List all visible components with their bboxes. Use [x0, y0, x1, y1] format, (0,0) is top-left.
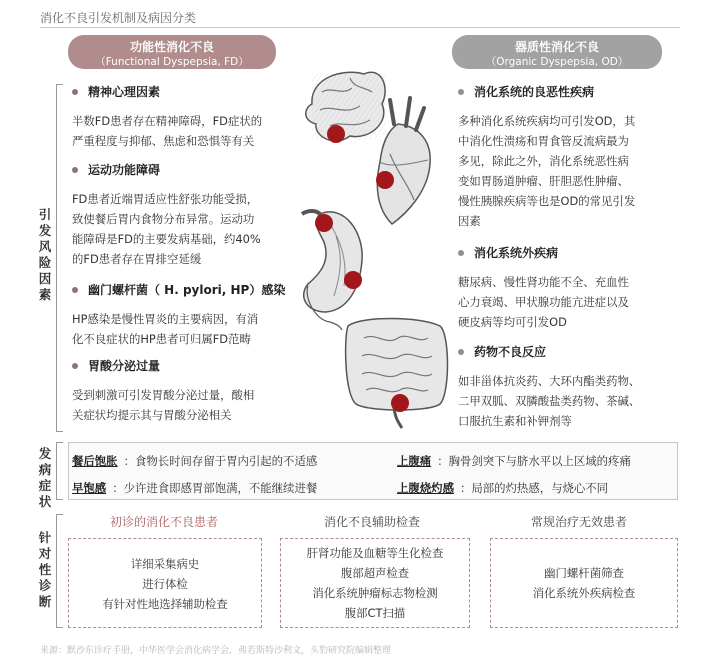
od-item-heading: 消化系统的良恶性疾病	[458, 84, 594, 100]
diagnosis-bracket	[56, 514, 63, 628]
bullet-dot-icon	[458, 89, 464, 95]
intestine-icon	[346, 319, 448, 429]
fd-item-heading: 精神心理因素	[72, 84, 160, 100]
title-divider	[40, 27, 680, 28]
fd-item-text: 受到刺激可引发胃酸分泌过量，酸相 关症状均提示其与胃酸分泌相关	[72, 388, 255, 422]
bullet-dot-icon	[72, 89, 78, 95]
diagnosis-box: 详细采集病史 进行体检 有针对性地选择辅助检查	[68, 538, 262, 628]
marker-dot-icon	[327, 125, 345, 143]
od-header-title: 器质性消化不良	[514, 40, 599, 54]
symptom-item: 上腹痛 ：胸骨剑突下与脐水平以上区域的疼痛	[397, 454, 631, 468]
source-note: 来源：默沙东诊疗手册，中华医学会消化病学会，弗若斯特沙利文，头豹研究院编辑整理	[40, 646, 392, 656]
fd-item-text: HP感染是慢性胃炎的主要病因，有消 化不良症状的HP患者可归属FD范畴	[72, 312, 259, 346]
organs-illustration	[290, 64, 452, 432]
symptom-bracket	[56, 442, 63, 500]
fd-header	[68, 35, 276, 69]
od-item-heading: 消化系统外疾病	[458, 245, 558, 261]
od-item-heading: 药物不良反应	[458, 344, 546, 360]
od-header-subtitle: （Organic Dyspepsia, OD）	[485, 56, 629, 68]
od-item-text: 多种消化系统疾病均可引发OD，其 中消化性溃疡和胃食管反流病最为 多见，除此之外，消化系统恶性病 变如胃肠道肿瘤、肝胆恶性肿瘤、 慢性胰腺疾病等也是OD的常见引发 因素	[458, 114, 636, 228]
stomach-icon	[302, 211, 362, 330]
bullet-dot-icon	[458, 250, 464, 256]
od-header	[452, 35, 662, 69]
brain-icon	[306, 72, 386, 141]
symptom-label: 发病症状	[38, 446, 52, 509]
page-title: 消化不良引发机制及病因分类	[40, 11, 197, 25]
bullet-dot-icon	[458, 349, 464, 355]
symptom-item: 上腹烧灼感 ：局部的灼热感，与烧心不同	[397, 481, 609, 495]
bullet-dot-icon	[72, 287, 78, 293]
diagnosis-heading: 常规治疗无效患者	[530, 515, 627, 529]
od-item-text: 糖尿病、慢性肾功能不全、充血性 心力衰竭、甲状腺功能亢进症以及 硬皮病等均可引发OD	[458, 275, 629, 329]
marker-dot-icon	[344, 271, 362, 289]
diagnosis-label: 针对性诊断	[38, 530, 52, 609]
marker-dot-icon	[315, 214, 333, 232]
fd-item-heading: 运动功能障碍	[72, 162, 160, 178]
fd-item-heading: 胃酸分泌过量	[72, 358, 160, 374]
bullet-dot-icon	[72, 167, 78, 173]
risk-bracket	[56, 84, 63, 432]
diagnosis-heading: 初诊的消化不良患者	[109, 515, 218, 529]
diagnosis-box: 幽门螺杆菌筛查 消化系统外疾病检查	[490, 538, 678, 628]
bullet-dot-icon	[72, 363, 78, 369]
marker-dot-icon	[376, 171, 394, 189]
diagnosis-box: 肝肾功能及血糖等生化检查 腹部超声检查 消化系统肿瘤标志物检测 腹部CT扫描	[280, 538, 470, 628]
marker-dot-icon	[391, 394, 409, 412]
symptom-item: 早饱感 ：少许进食即感胃部饱满，不能继续进餐	[72, 481, 318, 495]
fd-item-text: 半数FD患者存在精神障碍，FD症状的 严重程度与抑郁、焦虑和恐惧等有关	[72, 114, 263, 148]
risk-label: 引发风险因素	[38, 207, 52, 302]
symptom-item: 餐后饱胀 ：食物长时间存留于胃内引起的不适感	[72, 454, 318, 468]
fd-item-heading: 幽门螺杆菌（ H. pylori, HP）感染	[72, 282, 285, 298]
diagnosis-heading: 消化不良辅助检查	[323, 515, 420, 529]
fd-header-title: 功能性消化不良	[129, 40, 214, 54]
fd-item-text: FD患者近端胃适应性舒张功能受损， 致使餐后胃内食物分布异常。运动功 能障碍是FD的主要发病基础，约40% 的FD患者存在胃排空延缓	[72, 192, 261, 266]
od-item-text: 如非甾体抗炎药、大环内酯类药物、 二甲双胍、双膦酸盐类药物、茶碱、 口服抗生素和补钾剂等	[458, 374, 641, 428]
fd-header-subtitle: （Functional Dyspepsia, FD）	[95, 56, 249, 68]
